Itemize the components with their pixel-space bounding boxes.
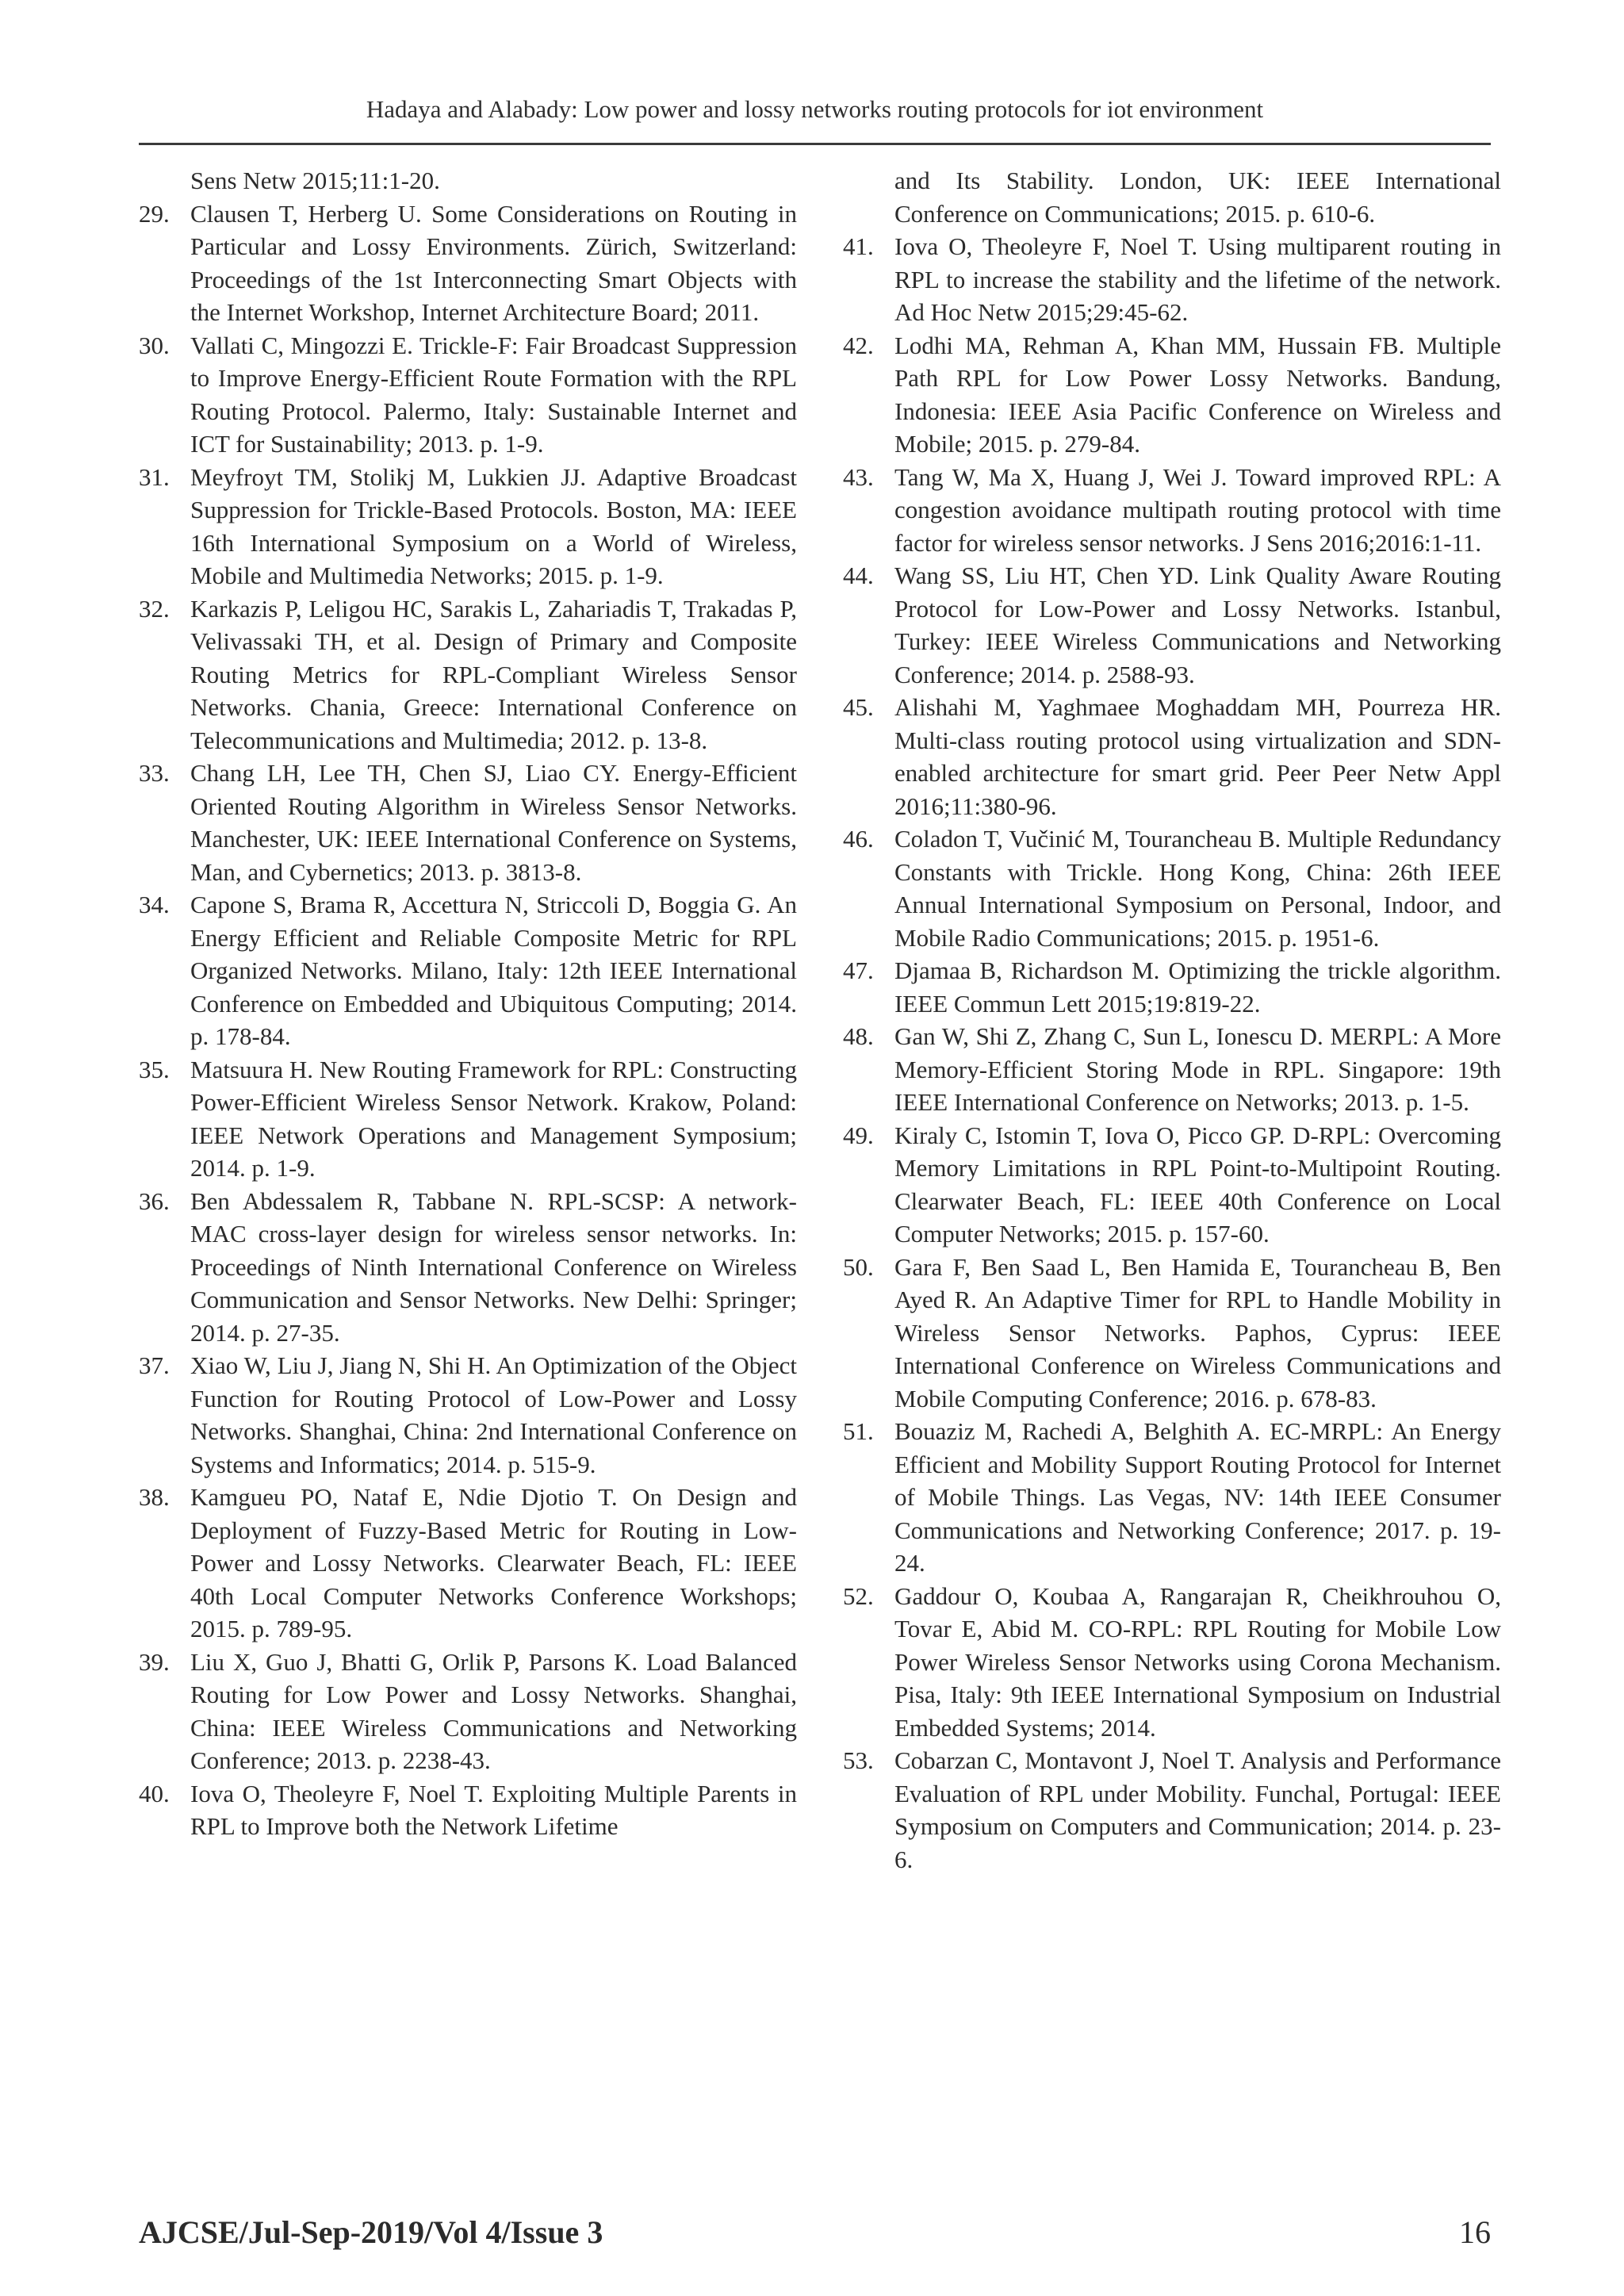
reference-number: 52. (843, 1581, 874, 1610)
reference-number: 53. (843, 1746, 874, 1774)
reference-item (139, 461, 797, 592)
reference-text: Matsuura H. New Routing Framework for RPL: Constructing Power-Efficient Wireless Sensor Network. Krakow, Poland: IEEE Network Operations and Management Symposium; 2014. p. 1-9. (190, 1055, 797, 1182)
reference-continuation (139, 164, 797, 197)
reference-number: 34. (139, 891, 170, 918)
reference-item (843, 691, 1501, 822)
reference-text: Sens Netw 2015;11:1-20. (190, 167, 440, 194)
header-rule (139, 143, 1491, 145)
reference-number: 41. (843, 232, 874, 260)
reference-number: 37. (139, 1351, 170, 1379)
reference-text: Vallati C, Mingozzi E. Trickle-F: Fair Broadcast Suppression to Improve Energy-Efficient Route Formation with the RPL Routing Protocol. Palermo, Italy: Sustainable Internet and ICT for Sustainability; 2013. p. 1-9. (190, 331, 797, 458)
reference-number: 47. (843, 956, 874, 984)
reference-number: 44. (843, 562, 874, 589)
reference-number: 30. (139, 331, 170, 359)
reference-continuation (843, 164, 1501, 230)
reference-number: 48. (843, 1022, 874, 1050)
reference-number: 49. (843, 1121, 874, 1149)
reference-text: Kiraly C, Istomin T, Iova O, Picco GP. D-RPL: Overcoming Memory Limitations in RPL Point-to-Multipoint Routing. Clearwater Beach, FL: IEEE 40th Conference on Local Computer Networks; 2015. p. 157-60. (894, 1121, 1501, 1248)
reference-item (139, 1053, 797, 1185)
reference-number: 43. (843, 462, 874, 491)
running-title: Hadaya and Alabady: Low power and lossy networks routing protocols for iot environment (366, 95, 1264, 123)
reference-item (139, 1185, 797, 1350)
reference-text: Karkazis P, Leligou HC, Sarakis L, Zahariadis T, Trakadas P, Velivassaki TH, et al. Design of Primary and Composite Routing Metrics for RPL-Compliant Wireless Sensor Networks. Chania, Greece: International Conference on Telecommunications and Multimedia; 2012. p. 13-8. (190, 594, 797, 754)
reference-item (139, 1481, 797, 1646)
reference-text: Clausen T, Herberg U. Some Considerations on Routing in Particular and Lossy Environments. Zürich, Switzerland: Proceedings of the 1st Interconnecting Smart Objects with the Internet Workshop, Internet Architecture Board; 2011. (190, 199, 797, 326)
reference-item (843, 1415, 1501, 1580)
reference-text: Meyfroyt TM, Stolikj M, Lukkien JJ. Adaptive Broadcast Suppression for Trickle-Based Protocols. Boston, MA: IEEE 16th International Symposium on a World of Wireless, Mobile and Multimedia Networks; 2015. p. 1-9. (190, 462, 797, 589)
reference-number: 50. (843, 1252, 874, 1281)
reference-item (843, 954, 1501, 1020)
reference-number: 42. (843, 331, 874, 359)
reference-text: Capone S, Brama R, Accettura N, Striccoli D, Boggia G. An Energy Efficient and Reliable Composite Metric for RPL Organized Networks. Milano, Italy: 12th IEEE International Conference on Embedded and Ubiquitous Computing; 2014. p. 178-84. (190, 891, 797, 1050)
reference-text: Bouaziz M, Rachedi A, Belghith A. EC-MRPL: An Energy Efficient and Mobility Support Routing Protocol for Internet of Mobile Things. Las Vegas, NV: 14th IEEE Consumer Communications and Networking Conference; 2017. p. 19-24. (894, 1417, 1501, 1577)
reference-text: Xiao W, Liu J, Jiang N, Shi H. An Optimization of the Object Function for Routing Protocol of Low-Power and Lossy Networks. Shanghai, China: 2nd International Conference on Systems and Informatics; 2014. p. 515-9. (190, 1351, 797, 1478)
reference-item (843, 329, 1501, 461)
reference-text: Tang W, Ma X, Huang J, Wei J. Toward improved RPL: A congestion avoidance multipath routing protocol with time factor for wireless sensor networks. J Sens 2016;2016:1-11. (894, 462, 1501, 557)
reference-item (843, 1020, 1501, 1119)
reference-number: 45. (843, 693, 874, 721)
references-left-column (139, 164, 797, 1843)
reference-item (843, 822, 1501, 954)
reference-item (139, 1349, 797, 1481)
reference-item (139, 888, 797, 1053)
page-number: 16 (1459, 2214, 1491, 2250)
reference-text: Iova O, Theoleyre F, Noel T. Using multiparent routing in RPL to increase the stability and the lifetime of the network. Ad Hoc Netw 2015;29:45-62. (894, 232, 1501, 326)
journal-footer: AJCSE/Jul-Sep-2019/Vol 4/Issue 3 (139, 2214, 603, 2250)
reference-number: 32. (139, 594, 170, 623)
reference-item (843, 1251, 1501, 1416)
reference-item (843, 1744, 1501, 1876)
reference-number: 38. (139, 1483, 170, 1511)
reference-item (843, 1580, 1501, 1745)
reference-text: Ben Abdessalem R, Tabbane N. RPL-SCSP: A network-MAC cross-layer design for wireless sensor networks. In: Proceedings of Ninth International Conference on Wireless Communication and Sensor Networks. New Delhi: Springer; 2014. p. 27-35. (190, 1186, 797, 1347)
reference-item (139, 757, 797, 888)
reference-number: 36. (139, 1186, 170, 1215)
reference-text: Cobarzan C, Montavont J, Noel T. Analysis and Performance Evaluation of RPL under Mobility. Funchal, Portugal: IEEE Symposium on Computers and Communication; 2014. p. 23-6. (894, 1746, 1501, 1873)
reference-item (843, 559, 1501, 691)
reference-number: 31. (139, 462, 170, 491)
reference-text: Gara F, Ben Saad L, Ben Hamida E, Tourancheau B, Ben Ayed R. An Adaptive Timer for RPL to Handle Mobility in Wireless Sensor Networks. Paphos, Cyprus: IEEE International Conference on Wireless Communications and Mobile Computing Conference; 2016. p. 678-83. (894, 1252, 1501, 1412)
reference-text: Wang SS, Liu HT, Chen YD. Link Quality Aware Routing Protocol for Low-Power and Lossy Networks. Istanbul, Turkey: IEEE Wireless Communications and Networking Conference; 2014. p. 2588-93. (894, 562, 1501, 688)
references-right-column (843, 164, 1501, 1876)
reference-text: Chang LH, Lee TH, Chen SJ, Liao CY. Energy-Efficient Oriented Routing Algorithm in Wireless Sensor Networks. Manchester, UK: IEEE International Conference on Systems, Man, and Cybernetics; 2013. p. 3813-8. (190, 759, 797, 886)
reference-item (139, 592, 797, 757)
reference-text: Lodhi MA, Rehman A, Khan MM, Hussain FB. Multiple Path RPL for Low Power Lossy Networks. Bandung, Indonesia: IEEE Asia Pacific Conference on Wireless and Mobile; 2015. p. 279-84. (894, 331, 1501, 458)
reference-list (843, 230, 1501, 1876)
reference-text: Djamaa B, Richardson M. Optimizing the trickle algorithm. IEEE Commun Lett 2015;19:819-22. (894, 956, 1501, 1018)
reference-item (843, 1119, 1501, 1251)
reference-item (139, 1646, 797, 1777)
reference-item (139, 329, 797, 461)
reference-number: 39. (139, 1647, 170, 1676)
reference-item (139, 1777, 797, 1843)
reference-text: and Its Stability. London, UK: IEEE International Conference on Communications; 2015. p. 610-6. (894, 167, 1501, 228)
reference-item (139, 197, 797, 329)
reference-number: 46. (843, 825, 874, 853)
reference-text: Alishahi M, Yaghmaee Moghaddam MH, Pourreza HR. Multi-class routing protocol using virtualization and SDN-enabled architecture for smart grid. Peer Peer Netw Appl 2016;11:380-96. (894, 693, 1501, 820)
reference-text: Liu X, Guo J, Bhatti G, Orlik P, Parsons K. Load Balanced Routing for Low Power and Lossy Networks. Shanghai, China: IEEE Wireless Communications and Networking Conference; 2013. p. 2238-43. (190, 1647, 797, 1774)
reference-number: 33. (139, 759, 170, 787)
reference-number: 35. (139, 1055, 170, 1083)
reference-text: Iova O, Theoleyre F, Noel T. Exploiting Multiple Parents in RPL to Improve both the Network Lifetime (190, 1779, 797, 1840)
reference-item (843, 230, 1501, 329)
reference-number: 29. (139, 199, 170, 228)
reference-number: 40. (139, 1779, 170, 1807)
reference-text: Coladon T, Vučinić M, Tourancheau B. Multiple Redundancy Constants with Trickle. Hong Kong, China: 26th IEEE Annual International Symposium on Personal, Indoor, and Mobile Radio Communications; 2015. p. 1951-6. (894, 825, 1501, 952)
reference-text: Gan W, Shi Z, Zhang C, Sun L, Ionescu D. MERPL: A More Memory-Efficient Storing Mode in RPL. Singapore: 19th IEEE International Conference on Networks; 2013. p. 1-5. (894, 1022, 1501, 1116)
reference-text: Gaddour O, Koubaa A, Rangarajan R, Cheikhrouhou O, Tovar E, Abid M. CO-RPL: RPL Routing for Mobile Low Power Wireless Sensor Networks using Corona Mechanism. Pisa, Italy: 9th IEEE International Symposium on Industrial Embedded Systems; 2014. (894, 1581, 1501, 1742)
reference-text: Kamgueu PO, Nataf E, Ndie Djotio T. On Design and Deployment of Fuzzy-Based Metric for Routing in Low-Power and Lossy Networks. Clearwater Beach, FL: IEEE 40th Local Computer Networks Conference Workshops; 2015. p. 789-95. (190, 1483, 797, 1642)
reference-list (139, 197, 797, 1843)
reference-item (843, 461, 1501, 560)
reference-number: 51. (843, 1417, 874, 1445)
